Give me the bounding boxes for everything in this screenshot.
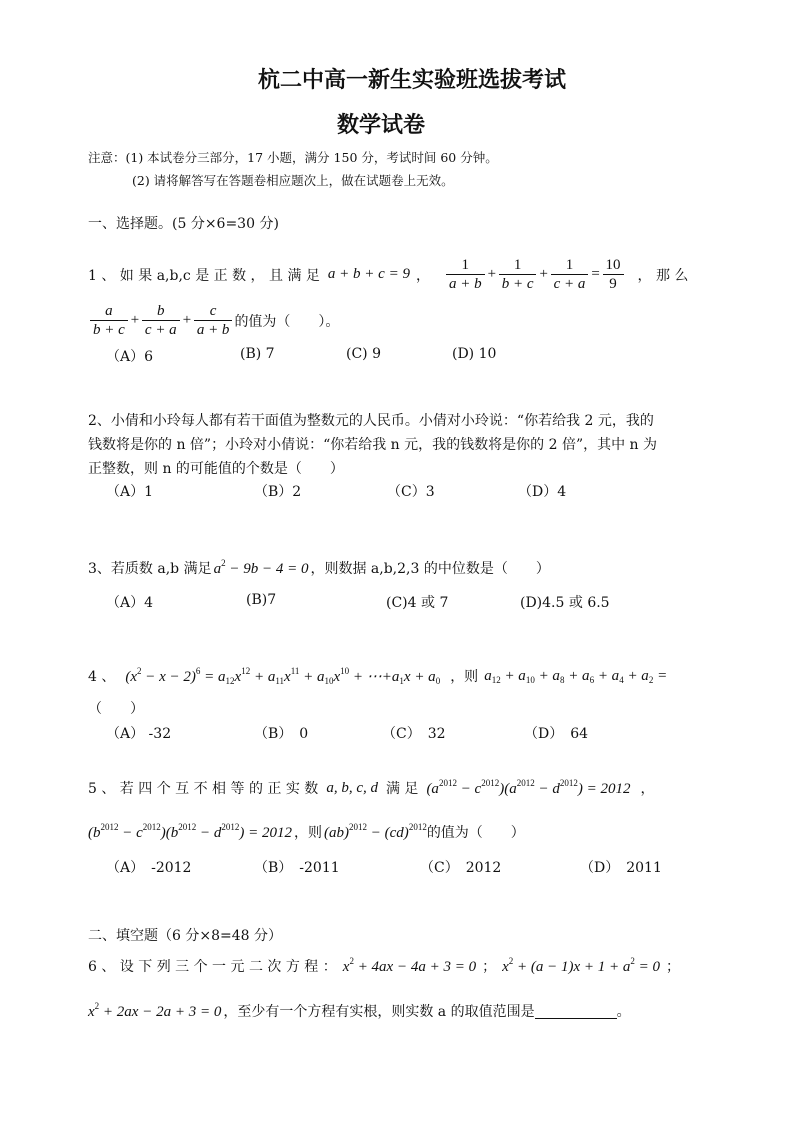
q6-answer-blank[interactable] [535,1004,617,1019]
q3-option-a: （A）4 [106,595,154,611]
q6-end: 。 [616,1004,631,1020]
q4-option-c: （C） 32 [382,726,446,742]
q2-option-a: （A）1 [106,484,154,500]
q2-option-b: （B）2 [254,484,302,500]
q4-option-a: （A） -32 [106,726,172,742]
q1-option-c: (C) 9 [346,346,381,362]
question-1-line-1 [88,256,688,293]
q6-sep-2: ； [666,959,681,975]
q1-option-a: （A）6 [106,349,154,365]
q4-option-d: （D） 64 [524,726,589,742]
q2-option-c: （C）3 [387,484,435,500]
note-line-1: 注意：(1) 本试卷分三部分，17 小题，满分 150 分，考试时间 60 分钟。 [88,150,498,165]
q4-prefix: 4 、 [88,669,116,685]
q1-suffix: ， 那 么 [637,267,689,284]
q5-target: (ab)$^{2012}$ − (cd)$^{2012}$ [324,822,427,841]
page-subtitle: 数学试卷 [337,113,426,138]
section-2-heading: 二、填空题（6 分×8=48 分） [88,928,282,944]
q1-tail: 的值为（ ）。 [234,313,340,330]
question-5-line-2 [88,822,525,842]
question-1-line-2 [88,302,339,339]
q1-option-b: (B) 7 [240,346,275,362]
q5-option-a: （A） -2012 [106,860,192,876]
q4-mid: ，则 [450,669,479,685]
q1-separator: ， [415,267,430,284]
question-3-line [88,558,550,578]
q5-prefix: 5 、 若 四 个 互 不 相 等 的 正 实 数 [88,781,319,797]
page-title: 杭二中高一新生实验班选拔考试 [258,68,567,93]
q5-condition-1: $(a^{2012} - c^{2012})(a^{2012} - d^{2012}) = 2012$ [426,778,631,797]
q6-equation-1: $x^2 + 4ax - 4a + 3 = 0$ [342,956,477,975]
q6-prefix: 6 、 设 下 列 三 个 一 元 二 次 方 程 ： [88,959,337,975]
q1-option-d: (D) 10 [452,346,497,362]
q6-equation-2: $x^2 + (a - 1)x + 1 + a^2 = 0$ [502,956,661,975]
q6-equation-3: $x^2 + 2ax - 2a + 3 = 0$ [88,1001,222,1020]
q6-tail: ，至少有一个方程有实根，则实数 a 的取值范围是 [223,1004,535,1020]
q4-expansion: $(x^2 - x - 2)^6 = a_{12}x^{12} + a_{11}x^{11} + a_{10}x^{10}$ + $\cdots+a_1x + a_0$ [125,666,441,686]
question-6-line-2 [88,1001,631,1021]
q1-condition-sum: a + b + c = 9 [327,266,410,282]
q5-mid: 满 足 [385,781,419,797]
q6-sep-1: ； [482,959,497,975]
q3-option-c: (C)4 或 7 [386,595,449,611]
q1-prefix: 1 、 如 果 a,b,c 是 正 数 ， 且 满 足 [88,267,320,284]
q3-prefix: 3、若质数 a,b 满足 [88,561,212,577]
q1-target-expression: $\frac{a}{b + c}$ + $\frac{b}{c + a}$ + $\frac{c}{a + b}$ [88,302,234,339]
q4-target-sum: $a_{12} + a_{10} + a_8 + a_6 + a_4 + a_2$ = [484,667,668,685]
q2-line-1: 2、小倩和小玲每人都有若干面值为整数元的人民币。小倩对小玲说：“你若给我 2 元，我的 [88,413,654,429]
q2-line-2: 钱数将是你的 n 倍”；小玲对小倩说：“你若给我 n 元，我的钱数将是你的 2 倍”，其中 n 为 [88,437,658,453]
q3-equation: $a^2 - 9b - 4 = 0$ [213,558,309,577]
q5-mid2: ，则 [294,825,323,841]
q5-tail: 的值为（ ） [426,825,525,841]
q3-option-d: (D)4.5 或 6.5 [520,595,610,611]
q2-line-3: 正整数，则 n 的可能值的个数是（ ） [88,461,344,477]
note-line-2: (2) 请将解答写在答题卷相应题次上，做在试题卷上无效。 [132,173,454,188]
q1-reciprocal-sum: $\frac{1}{a + b}$ + $\frac{1}{b + c}$ + $\frac{1}{c + a}$ = $\frac{10}{9}$ [444,256,626,293]
q4-option-b: （B） 0 [254,726,309,742]
q2-option-d: （D）4 [518,484,567,500]
q3-option-b: (B)7 [246,592,277,608]
q5-option-d: （D） 2011 [580,860,662,876]
q5-condition-2: $(b^{2012} - c^{2012})(b^{2012} - d^{2012}) = 2012$ [88,822,293,841]
question-5-line-1: 5 、 若 四 个 互 不 相 等 的 正 实 数 a, b, c, d 满 足 $(a^{2012} - c^{2012})(a^{2012} - d^{2012}) = 2012$ ， [88,778,655,797]
q5-option-c: （C） 2012 [420,860,502,876]
q5-option-b: （B） -2011 [254,860,340,876]
q3-suffix: ，则数据 a,b,2,3 的中位数是（ ） [310,561,550,577]
question-6-line-1 [88,956,680,976]
q4-paren: （ ） [88,701,144,717]
question-4-line [88,666,667,686]
q5-vars: a, b, c, d [326,779,378,796]
section-1-heading: 一、选择题。(5 分×6=30 分) [88,216,279,232]
